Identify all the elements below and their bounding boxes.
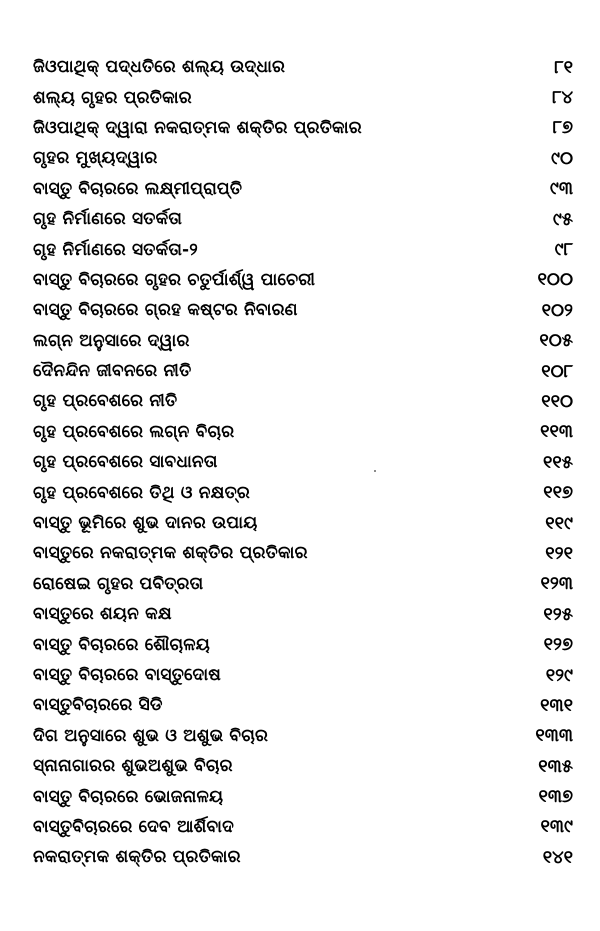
toc-entry: [33, 538, 573, 568]
toc-entry-page: ୧୨୭: [543, 634, 573, 656]
toc-entry: [33, 204, 573, 234]
toc-entry-title: ବାସ୍ତୁବିଚାରରେ ଦେବ ଆର୍ଶିବାଦ: [33, 816, 235, 837]
toc-entry-title: ଶଲ୍ୟ ଗୃହର ପ୍ରତିକାର: [33, 87, 192, 108]
toc-entry-page: ୮୧: [554, 56, 573, 78]
table-of-contents: [33, 52, 573, 873]
toc-entry: [33, 52, 573, 82]
toc-entry-page: ୯୩: [549, 178, 573, 200]
toc-entry: [33, 174, 573, 204]
toc-entry: [33, 599, 573, 629]
toc-entry: [33, 690, 573, 720]
toc-entry-page: ୧୦୦: [537, 269, 573, 291]
toc-entry: [33, 234, 573, 264]
toc-entry-title: ସ୍ନାନାଗାରର ଶୁଭଅଶୁଭ ବିଚାର: [33, 756, 233, 777]
toc-entry-title: ଗୃହ ପ୍ରବେଶରେ ନୀତି: [33, 391, 178, 412]
toc-entry: [33, 477, 573, 507]
toc-entry-title: ବାସ୍ତୁରେ ଶୟନ କକ୍ଷ: [33, 604, 172, 625]
toc-entry: [33, 660, 573, 690]
toc-entry: [33, 326, 573, 356]
toc-entry-title: ବାସ୍ତୁ ବିଚାରରେ ଲକ୍ଷ୍ମୀପ୍ରାପ୍ତି: [33, 178, 243, 199]
toc-entry-page: ୧୨୯: [545, 664, 573, 686]
toc-entry-title: ଗୃହ ନିର୍ମାଣରେ ସତର୍କତା-୨: [33, 239, 198, 260]
toc-entry-page: ୮୭: [552, 117, 573, 139]
toc-entry: [33, 113, 573, 143]
toc-entry: [33, 143, 573, 173]
toc-entry: [33, 417, 573, 447]
toc-entry-page: ୧୧୩: [540, 421, 573, 443]
toc-entry-page: ୯୦: [551, 147, 573, 169]
toc-entry: [33, 386, 573, 416]
toc-entry-title: ଜିଓପାଥିକ୍ ଦ୍ୱାରା ନକରାତ୍ମକ ଶକ୍ତିର ପ୍ରତିକାର: [33, 117, 362, 138]
toc-entry: [33, 356, 573, 386]
toc-entry-page: ୧୩୭: [538, 786, 573, 808]
toc-entry-title: ବାସ୍ତୁ ବିଚାରରେ ବାସ୍ତୁଦୋଷ: [33, 665, 222, 685]
toc-entry: [33, 82, 573, 112]
toc-entry-page: ୧୧୦: [541, 390, 573, 412]
toc-entry-page: ୧୨୩: [540, 573, 573, 595]
toc-entry-title: ଦୈନନ୍ଦିନ ଜୀବନରେ ନୀତି: [33, 361, 192, 382]
toc-entry-title: ବାସ୍ତୁ ବିଚାରରେ ଗୃହର ଚତୁର୍ପାର୍ଶ୍ୱ ପାଚେରୀ: [33, 269, 316, 290]
toc-entry: [33, 721, 573, 751]
toc-entry-page: ୧୧୯: [545, 512, 573, 534]
toc-entry-page: ୯୫: [552, 208, 573, 230]
toc-entry-page: ୯୮: [554, 239, 573, 261]
toc-entry-title: ଗୃହ ପ୍ରବେଶରେ ସାବଧାନତା: [33, 452, 218, 473]
toc-entry-page: ୧୨୫: [543, 603, 573, 625]
toc-entry: [33, 569, 573, 599]
toc-entry: [33, 295, 573, 325]
toc-entry-page: ୧୩୯: [540, 816, 573, 838]
toc-entry: [33, 751, 573, 781]
toc-entry: [33, 447, 573, 477]
toc-entry-title: ବାସ୍ତୁରେ ନକରାତ୍ମକ ଶକ୍ତିର ପ୍ରତିକାର: [33, 543, 308, 564]
toc-entry-page: ୮୪: [552, 87, 573, 109]
toc-entry-title: ଦିଗ ଅନୁସାରେ ଶୁଭ ଓ ଅଶୁଭ ବିଚାର: [33, 725, 269, 746]
toc-entry: [33, 629, 573, 659]
toc-entry-title: ବାସ୍ତୁ ଭୂମିରେ ଶୁଭ ଦାନର ଉପାୟ: [33, 513, 258, 534]
toc-entry: [33, 508, 573, 538]
print-speck: [374, 470, 376, 472]
toc-entry-page: ୧୩୩: [535, 725, 573, 747]
toc-entry-title: ଗୃହ ନିର୍ମାଣରେ ସତର୍କତା: [33, 209, 183, 230]
toc-entry-title: ଗୃହ ପ୍ରବେଶରେ ଲଗ୍ନ ବିଚାର: [33, 421, 235, 442]
toc-entry-title: ଲଗ୍ନ ଅନୁସାରେ ଦ୍ୱାର: [33, 330, 190, 351]
toc-entry-page: ୧୨୧: [545, 542, 573, 564]
toc-entry: [33, 265, 573, 295]
toc-entry-page: ୧୦୨: [541, 299, 573, 321]
toc-entry-title: ଗୃହର ମୁଖ୍ୟଦ୍ୱାର: [33, 148, 158, 169]
toc-entry-title: ବାସ୍ତୁ ବିଚାରରେ ଶୌଚାଳୟ: [33, 634, 210, 655]
toc-entry-title: ବାସ୍ତୁ ବିଚାରରେ ଗ୍ରହ କଷ୍ଟର ନିବାରଣ: [33, 300, 298, 321]
toc-entry-page: ୧୦୫: [539, 330, 573, 352]
toc-entry-title: ଜିଓପାଥିକ୍ ପଦ୍ଧତିରେ ଶଲ୍ୟ ଉଦ୍ଧାର: [33, 57, 286, 78]
toc-entry-page: ୧୧୭: [543, 482, 573, 504]
toc-entry-page: ୧୪୧: [542, 846, 573, 868]
toc-entry-page: ୧୩୧: [540, 694, 573, 716]
toc-entry-page: ୧୦୮: [541, 360, 573, 382]
toc-entry-title: ରୋଷେଇ ଗୃହର ପବିତ୍ରତା: [33, 573, 204, 594]
toc-entry-title: ବାସ୍ତୁବିଚାରରେ ସିଡି: [33, 695, 163, 716]
toc-entry: [33, 842, 573, 872]
toc-entry: [33, 781, 573, 811]
toc-entry-title: ଗୃହ ପ୍ରବେଶରେ ତିଥି ଓ ନକ୍ଷତ୍ର: [33, 482, 251, 503]
toc-entry-title: ନକରାତ୍ମକ ଶକ୍ତିର ପ୍ରତିକାର: [33, 847, 241, 868]
toc-entry-page: ୧୩୫: [538, 755, 573, 777]
toc-entry: [33, 812, 573, 842]
toc-entry-page: ୧୧୫: [543, 451, 573, 473]
toc-entry-title: ବାସ୍ତୁ ବିଚାରରେ ଭୋଜନାଳୟ: [33, 786, 224, 807]
